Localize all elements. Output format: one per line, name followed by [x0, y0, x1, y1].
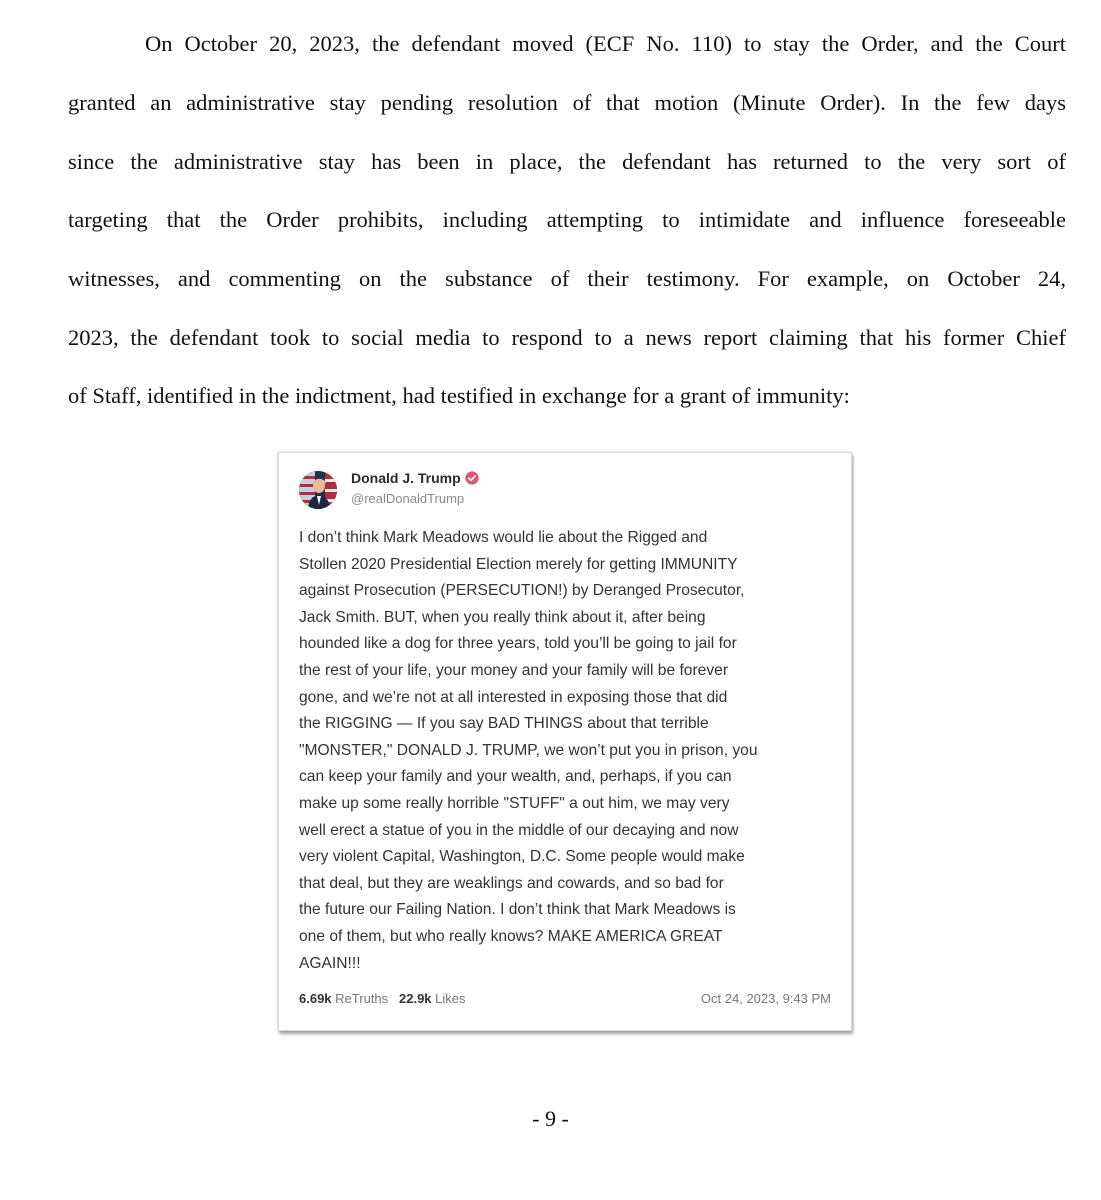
post-text-line: well erect a statue of you in the middle of our decaying and now — [299, 821, 739, 839]
author-handle[interactable]: @realDonaldTrump — [351, 491, 465, 506]
post-text — [299, 525, 834, 977]
paragraph-line: since the administrative stay has been in place, the defendant has returned to the very sort of — [68, 149, 1066, 174]
retruths-count: 6.69k — [299, 991, 332, 1006]
paragraph-line: of Staff, identified in the indictment, had testified in exchange for a grant of immunity: — [68, 383, 850, 408]
social-post-card — [278, 452, 852, 1031]
author-name-row — [351, 469, 479, 487]
likes-stat[interactable] — [399, 991, 466, 1006]
post-text-line: against Prosecution (PERSECUTION!) by Deranged Prosecutor, — [299, 582, 745, 600]
paragraph-line: witnesses, and commenting on the substance of their testimony. For example, on October 24, — [68, 266, 1066, 291]
paragraph-line: 2023, the defendant took to social media to respond to a news report claiming that his former Chief — [68, 325, 1066, 350]
post-text-line: very violent Capital, Washington, D.C. Some people would make — [299, 848, 745, 866]
retruths-label: ReTruths — [335, 991, 389, 1006]
avatar-image — [299, 471, 337, 509]
paragraph-line: On October 20, 2023, the defendant moved (ECF No. 110) to stay the Order, and the Court — [145, 31, 1066, 56]
likes-count: 22.9k — [399, 991, 432, 1006]
post-stats — [299, 991, 466, 1007]
post-text-line: the RIGGING — If you say BAD THINGS about that terrible — [299, 715, 709, 733]
profile-avatar-icon — [299, 471, 337, 509]
post-text-line: that deal, but they are weaklings and cowards, and so bad for — [299, 874, 724, 892]
paragraph-line: targeting that the Order prohibits, including attempting to intimidate and influence foreseeable — [68, 207, 1066, 232]
likes-label: Likes — [435, 991, 466, 1006]
post-text-line: the rest of your life, your money and your family will be forever — [299, 661, 729, 679]
author-name[interactable]: Donald J. Trump — [351, 470, 461, 486]
page-number: - 9 - — [532, 1106, 569, 1131]
post-text-line: AGAIN!!! — [299, 954, 361, 972]
verified-badge-icon — [465, 471, 479, 485]
post-text-line: gone, and we’re not at all interested in exposing those that did — [299, 688, 728, 706]
post-text-line: Jack Smith. BUT, when you really think about it, after being — [299, 608, 706, 626]
paragraph-line: granted an administrative stay pending resolution of that motion (Minute Order). In the few days — [68, 90, 1066, 115]
post-text-line: I don’t think Mark Meadows would lie about the Rigged and — [299, 529, 708, 546]
post-text-line: can keep your family and your wealth, and, perhaps, if you can — [299, 768, 732, 786]
post-text-line: hounded like a dog for three years, told you’ll be going to jail for — [299, 635, 737, 653]
retruths-stat[interactable] — [299, 991, 388, 1006]
post-text-line: "MONSTER," DONALD J. TRUMP, we won’t put you in prison, you — [299, 741, 758, 759]
post-text-line: make up some really horrible "STUFF" a out him, we may very — [299, 794, 730, 812]
post-timestamp[interactable]: Oct 24, 2023, 9:43 PM — [700, 991, 831, 1006]
post-text-line: Stollen 2020 Presidential Election merely for getting IMMUNITY — [299, 555, 738, 573]
post-text-line: the future our Failing Nation. I don’t think that Mark Meadows is — [299, 901, 736, 919]
post-text-line: one of them, but who really knows? MAKE AMERICA GREAT — [299, 927, 723, 945]
